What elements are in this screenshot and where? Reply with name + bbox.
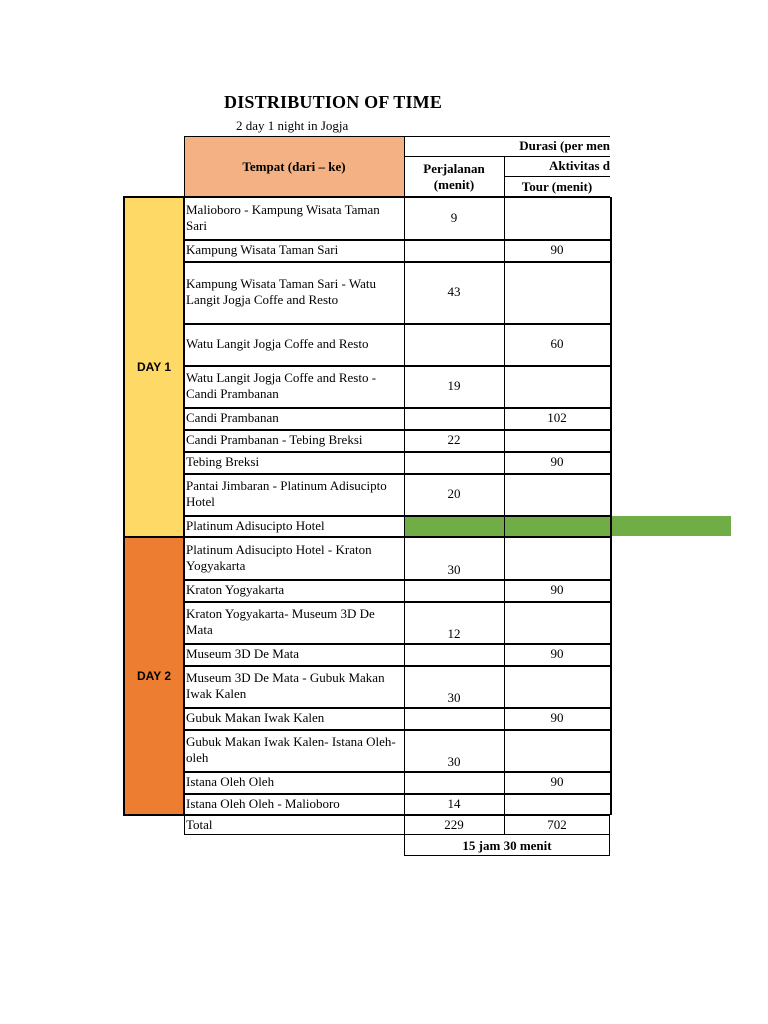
tour-minutes: 90: [550, 582, 564, 597]
travel-minutes: [404, 707, 504, 729]
tour-minutes: 102: [547, 410, 567, 425]
place-cell: Museum 3D De Mata - Gubuk Makan Iwak Kalen: [186, 670, 385, 701]
grid-line: [184, 196, 610, 198]
travel-minutes: 20: [447, 486, 461, 501]
travel-minutes: [404, 579, 504, 601]
grid-line: [184, 197, 185, 835]
grid-line: [184, 451, 610, 453]
tour-minutes: [504, 601, 610, 643]
grid-line: [184, 665, 610, 667]
place-cell: Istana Oleh Oleh - Malioboro: [186, 796, 340, 811]
tour-minutes: [504, 537, 610, 579]
grid-line: [184, 136, 185, 197]
grid-line: [404, 197, 405, 856]
grid-line: [184, 601, 610, 603]
grid-line: [184, 814, 610, 816]
grid-line: [184, 407, 610, 409]
grid-line: [610, 197, 612, 815]
place-cell: Kampung Wisata Taman Sari: [186, 242, 339, 257]
travel-minutes: 22: [447, 432, 461, 447]
grid-line: [184, 515, 610, 517]
grid-line: [504, 156, 505, 197]
total-tour: 702: [547, 817, 567, 832]
tour-minutes: [504, 429, 610, 451]
travel-minutes: 30: [447, 690, 461, 705]
place-cell: Kraton Yogyakarta- Museum 3D De Mata: [186, 606, 375, 637]
header-activity: Aktivitas d: [548, 158, 610, 173]
header-travel: Perjalanan (menit): [423, 160, 485, 192]
tour-minutes: 90: [550, 646, 564, 661]
tour-minutes: [504, 261, 610, 323]
place-cell: Malioboro - Kampung Wisata Taman Sari: [186, 202, 380, 233]
travel-minutes: 30: [447, 754, 461, 769]
tour-minutes: [504, 473, 610, 515]
grid-line: [184, 429, 610, 431]
grid-line: [504, 176, 610, 177]
tour-minutes: 90: [550, 774, 564, 789]
grand-total: 15 jam 30 menit: [462, 837, 552, 853]
grid-line: [184, 239, 610, 241]
page-subtitle: 2 day 1 night in Jogja: [236, 118, 349, 133]
travel-minutes: [404, 407, 504, 429]
travel-minutes: 19: [447, 378, 461, 393]
header-place: Tempat (dari – ke): [184, 136, 404, 197]
travel-minutes: 43: [447, 284, 461, 299]
day2-label: DAY 2: [123, 536, 185, 816]
place-cell: Kampung Wisata Taman Sari - Watu Langit Jogja Coffe and Resto: [186, 276, 376, 307]
travel-minutes: 14: [447, 796, 461, 811]
total-label: Total: [186, 817, 213, 832]
grid-line: [184, 834, 610, 835]
grid-line: [184, 365, 610, 367]
travel-minutes: 12: [447, 626, 461, 641]
place-cell: Gubuk Makan Iwak Kalen: [186, 710, 325, 725]
place-cell: Tebing Breksi: [186, 454, 260, 469]
place-cell: Platinum Adisucipto Hotel: [186, 518, 325, 533]
place-cell: Candi Prambanan: [186, 410, 279, 425]
place-cell: Kraton Yogyakarta: [186, 582, 285, 597]
grid-line: [504, 197, 505, 835]
place-cell: Watu Langit Jogja Coffe and Resto - Candi Prambanan: [186, 370, 377, 401]
place-cell: Watu Langit Jogja Coffe and Resto: [186, 336, 369, 351]
tour-minutes: 90: [550, 454, 564, 469]
tour-minutes: [504, 793, 610, 815]
tour-minutes: 60: [550, 336, 564, 351]
day1-label: DAY 1: [123, 196, 185, 538]
grid-line: [609, 815, 610, 856]
grid-line: [184, 136, 610, 137]
place-cell: Pantai Jimbaran - Platinum Adisucipto Hotel: [186, 478, 387, 509]
travel-minutes: [404, 451, 504, 473]
place-cell: Platinum Adisucipto Hotel - Kraton Yogyakarta: [186, 542, 372, 573]
grid-line: [404, 855, 610, 856]
place-cell: Istana Oleh Oleh: [186, 774, 275, 789]
travel-minutes: 30: [447, 562, 461, 577]
grid-line: [184, 771, 610, 773]
grid-line: [404, 136, 405, 197]
grid-line: [184, 261, 610, 263]
grid-line: [184, 323, 610, 325]
tour-minutes: [504, 665, 610, 707]
grid-line: [184, 793, 610, 795]
travel-minutes: [404, 239, 504, 261]
total-travel: 229: [444, 817, 464, 832]
tour-minutes: [504, 197, 610, 239]
header-duration: Durasi (per men: [519, 138, 610, 153]
grid-line: [184, 643, 610, 645]
grid-line: [184, 729, 610, 731]
grid-line: [184, 579, 610, 581]
place-cell: Candi Prambanan - Tebing Breksi: [186, 432, 363, 447]
place-cell: Gubuk Makan Iwak Kalen- Istana Oleh-oleh: [186, 734, 396, 765]
grid-line: [404, 156, 610, 157]
travel-minutes: [404, 643, 504, 665]
place-cell: Museum 3D De Mata: [186, 646, 300, 661]
hotel-stay-bar: [404, 516, 731, 536]
travel-minutes: 9: [450, 210, 458, 225]
tour-minutes: 90: [550, 710, 564, 725]
tour-minutes: [504, 729, 610, 771]
grid-line: [184, 536, 610, 538]
grid-line: [184, 707, 610, 709]
travel-minutes: [404, 323, 504, 365]
tour-minutes: [504, 365, 610, 407]
travel-minutes: [404, 771, 504, 793]
header-tour: Tour (menit): [521, 178, 593, 194]
tour-minutes: 90: [550, 242, 564, 257]
page-title: DISTRIBUTION OF TIME: [224, 92, 443, 112]
grid-line: [184, 473, 610, 475]
